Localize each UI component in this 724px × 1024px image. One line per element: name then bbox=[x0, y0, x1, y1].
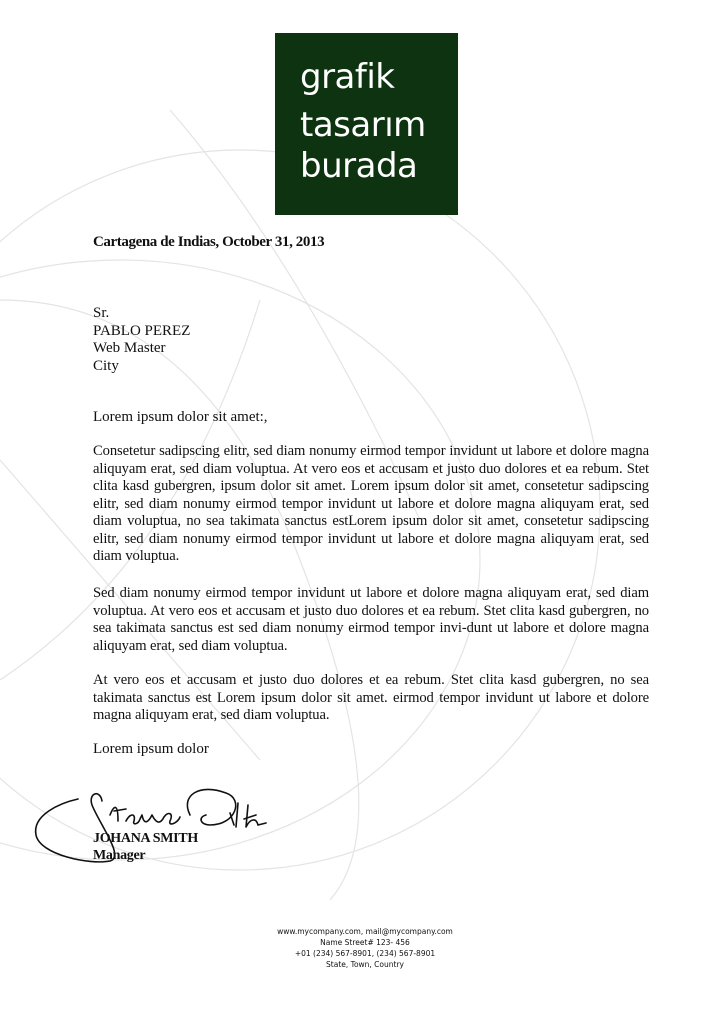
body-paragraph: At vero eos et accusam et justo duo dolores et ea rebum. Stet clita kasd gubergren, no sea takimata sanctus est Lorem ipsum dolor sit amet. eirmod tempor invidunt ut labore et dolore magna aliquyam erat, sed diam voluptua. bbox=[93, 672, 649, 723]
salutation: Lorem ipsum dolor sit amet:, bbox=[93, 409, 268, 425]
body-paragraph: Sed diam nonumy eirmod tempor invidunt ut labore et dolore magna aliquyam erat, sed diam voluptua. At vero eos et accusam et justo duo dolores et ea rebum. Stet clita kasd gubergren, no sea takimata sanctus est sed diam nonumy eirmod tempor invi-dunt ut labore et dolore magna aliquyam erat, sed diam voluptua. bbox=[93, 585, 649, 654]
footer-contact bbox=[230, 926, 500, 970]
closing: Lorem ipsum dolor bbox=[93, 741, 209, 757]
body-paragraph: Consetetur sadipscing elitr, sed diam nonumy eirmod tempor invidunt ut labore et dolore magna aliquyam erat, sed diam voluptua. At vero eos et accusam et justo duo dolores et ea rebum. Stet clita kasd gubergren, ipsum dolor sit amet. Lorem ipsum dolor sit amet, consetetur sadipscing elitr, sed diam nonumy eirmod tempor invidunt ut labore et dolore magna aliquyam erat, sed diam voluptua, no sea takimata sanctus estLorem ipsum dolor sit amet, consetetur sadipscing elitr, sed diam nonumy eirmod tempor invidunt ut labore et dolore magna aliquyam erat, sed diam voluptua. bbox=[93, 443, 649, 564]
recipient-name: PABLO PEREZ bbox=[93, 322, 191, 339]
logo-line: grafik bbox=[300, 57, 395, 97]
place-date: Cartagena de Indias, October 31, 2013 bbox=[93, 234, 325, 250]
footer-phones: +01 (234) 567-8901, (234) 567-8901 bbox=[294, 949, 436, 958]
signer-title: Manager bbox=[93, 848, 146, 863]
footer-location: State, Town, Country bbox=[326, 960, 404, 969]
signer-name: JOHANA SMITH bbox=[93, 831, 198, 846]
recipient-position: Web Master bbox=[93, 340, 166, 356]
recipient-block bbox=[93, 305, 190, 375]
footer-street: Name Street# 123- 456 bbox=[320, 938, 410, 947]
footer-web-mail: www.mycompany.com, mail@mycompany.com bbox=[277, 927, 453, 936]
recipient-city: City bbox=[93, 357, 119, 374]
logo-line: burada bbox=[300, 146, 418, 186]
recipient-title: Sr. bbox=[93, 305, 110, 321]
logo-line: tasarım bbox=[300, 105, 426, 145]
company-logo bbox=[275, 33, 458, 215]
handwritten-signature bbox=[30, 775, 270, 870]
